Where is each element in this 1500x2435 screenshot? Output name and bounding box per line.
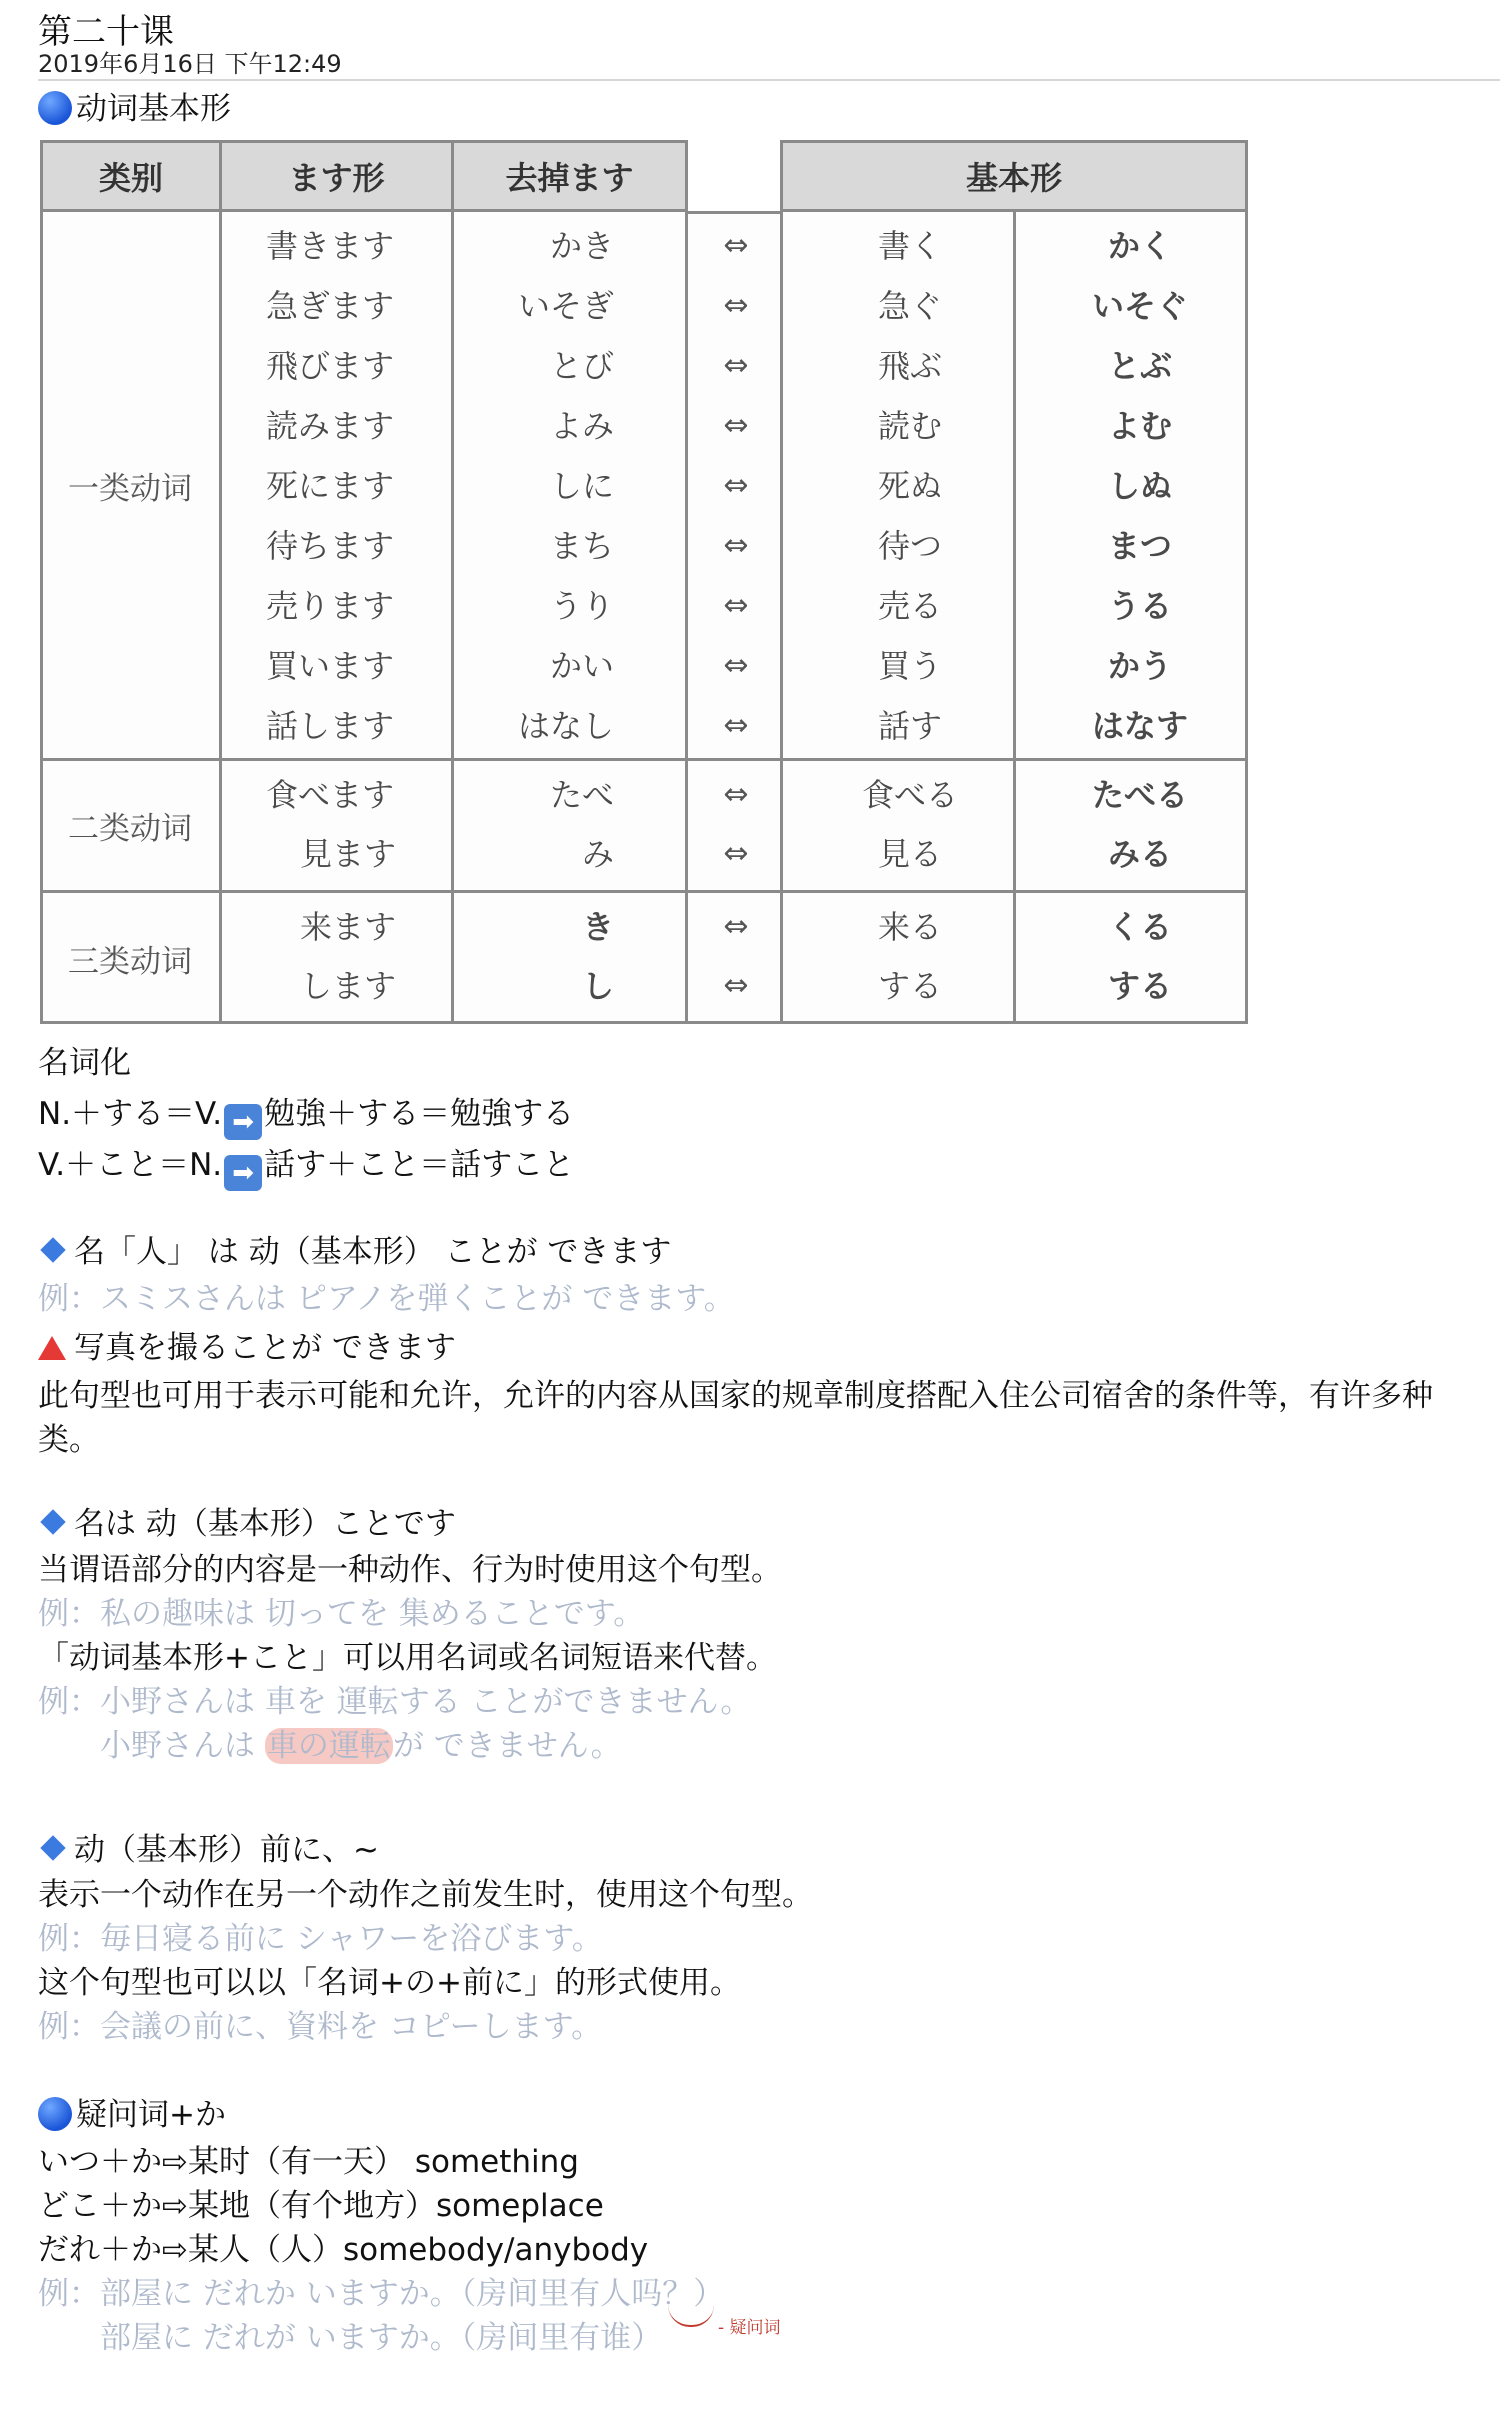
stem-cell: み: [581, 835, 614, 873]
masu-form-cell: 見ます: [300, 835, 397, 873]
basic-form-kanji-cell: 食べる: [861, 776, 958, 814]
blue-circle-icon: [38, 2097, 72, 2131]
note-date: 2019年6月16日 下午12:49: [38, 50, 342, 78]
basic-form-kana-cell: くる: [1107, 908, 1172, 946]
highlighted-phrase: 車の運転: [266, 1728, 391, 1764]
verb-conjugation-table: [40, 140, 1248, 1024]
masu-form-cell: 書きます: [266, 227, 395, 265]
masu-form-cell: 話します: [266, 707, 395, 745]
masu-form-cell: 来ます: [300, 908, 397, 946]
basic-form-kana-cell: する: [1107, 967, 1172, 1005]
basic-form-kanji-cell: 売る: [877, 587, 942, 625]
pattern3-heading: 动（基本形）前に、~: [38, 1828, 379, 1872]
pattern1-heading: 名「人」 は 动（基本形） ことが できます: [38, 1230, 671, 1274]
basic-form-kanji-cell: 来る: [877, 908, 942, 946]
basic-form-kanji-cell: 待つ: [877, 527, 942, 565]
basic-form-kanji-cell: 読む: [877, 407, 942, 445]
curved-arrow-icon: [668, 2305, 714, 2327]
pattern2-heading: 名は 动（基本形）ことです: [38, 1502, 456, 1546]
pattern3-example: 例：毎日寝る前に シャワーを浴びます。: [38, 1921, 603, 1957]
basic-form-kana-cell: たべる: [1091, 776, 1188, 814]
basic-form-kanji-cell: 飛ぶ: [877, 347, 942, 385]
stem-cell: とび: [549, 347, 614, 385]
category-group3: 三类动词: [68, 944, 192, 980]
blue-circle-icon: [38, 91, 72, 125]
pattern2-example: 例：私の趣味は 切ってを 集めることです。: [38, 1596, 645, 1632]
basic-form-kanji-cell: 書く: [877, 227, 942, 265]
pattern3-example-2: 例：会議の前に、資料を コピーします。: [38, 2009, 603, 2045]
header-divider: [38, 79, 1500, 81]
nominal-heading: 名词化: [38, 1045, 131, 1081]
stem-cell: き: [581, 908, 614, 946]
equivalence-arrow-icon: ⇔: [723, 836, 749, 871]
stem-cell: はなし: [517, 707, 614, 745]
stem-cell: よみ: [549, 407, 614, 445]
nominal-line-2: V.＋こと＝N. ➡ 話す＋こと＝話すこと: [38, 1143, 574, 1191]
basic-form-kana-cell: はなす: [1091, 707, 1188, 745]
basic-form-kana-cell: うる: [1107, 587, 1172, 625]
interrogative-example-2: 部屋に だれが いますか。（房间里有谁）: [100, 2320, 663, 2356]
basic-form-kana-cell: かう: [1107, 647, 1172, 685]
pattern2-example-3: 小野さんは 車の運転が できません。: [100, 1728, 622, 1764]
equivalence-arrow-icon: ⇔: [723, 777, 749, 812]
equivalence-arrow-icon: ⇔: [723, 648, 749, 683]
note-title: 第二十课: [38, 12, 174, 52]
masu-form-cell: 待ちます: [266, 527, 395, 565]
stem-cell: し: [581, 967, 614, 1005]
pattern2-description: 当谓语部分的内容是一种动作、行为时使用这个句型。: [38, 1552, 782, 1588]
stem-cell: いそぎ: [517, 287, 614, 325]
interrogative-line-1: いつ＋か⇨某时（有一天） something: [38, 2144, 579, 2180]
pattern3-description-2: 这个句型也可以以「名词+の+前に」的形式使用。: [38, 1965, 741, 2001]
right-arrow-icon: ➡: [224, 1155, 262, 1191]
header-remove-masu: 去掉ます: [451, 140, 688, 212]
masu-form-cell: します: [300, 967, 397, 1005]
nominal-line-1: N.＋する＝V. ➡ 勉強＋する＝勉強する: [38, 1092, 574, 1140]
basic-form-kana-cell: とぶ: [1107, 347, 1172, 385]
basic-form-kanji-cell: する: [877, 967, 942, 1005]
handwritten-annotation: - 疑问词: [668, 2305, 781, 2338]
masu-form-cell: 食べます: [266, 776, 395, 814]
blue-diamond-icon: [40, 1509, 65, 1534]
equivalence-arrow-icon: ⇔: [723, 909, 749, 944]
stem-cell: うり: [549, 587, 614, 625]
pattern1-warning: 写真を撮ることが できます: [38, 1326, 456, 1370]
interrogative-line-2: どこ＋か⇨某地（有个地方）someplace: [38, 2188, 604, 2224]
masu-form-cell: 売ります: [266, 587, 395, 625]
basic-form-kana-cell: いそぐ: [1091, 287, 1188, 325]
stem-cell: たべ: [549, 776, 614, 814]
stem-cell: かき: [549, 227, 614, 265]
header-basic-form: 基本形: [780, 140, 1248, 212]
section-heading-basic-form: 动词基本形: [38, 87, 231, 131]
masu-form-cell: 死にます: [266, 467, 395, 505]
header-category: 类别: [40, 140, 222, 212]
pattern3-description: 表示一个动作在另一个动作之前发生时，使用这个句型。: [38, 1877, 813, 1913]
basic-form-kana-cell: よむ: [1107, 407, 1172, 445]
equivalence-arrow-icon: ⇔: [723, 228, 749, 263]
category-group2: 二类动词: [68, 811, 192, 847]
equivalence-arrow-icon: ⇔: [723, 588, 749, 623]
interrogative-line-3: だれ＋か⇨某人（人）somebody/anybody: [38, 2232, 649, 2268]
red-triangle-icon: [38, 1336, 66, 1360]
pattern1-example: 例：スミスさんは ピアノを弾くことが できます。: [38, 1281, 735, 1317]
masu-form-cell: 買います: [266, 647, 395, 685]
equivalence-arrow-icon: ⇔: [723, 468, 749, 503]
pattern2-example-2: 例：小野さんは 車を 運転する ことができません。: [38, 1684, 752, 1720]
basic-form-kanji-cell: 急ぐ: [877, 287, 942, 325]
basic-form-kanji-cell: 死ぬ: [877, 467, 942, 505]
blue-diamond-icon: [40, 1237, 65, 1262]
header-masu-form: ます形: [219, 140, 454, 212]
blue-diamond-icon: [40, 1835, 65, 1860]
stem-cell: かい: [549, 647, 614, 685]
stem-cell: まち: [549, 527, 614, 565]
category-group1: 一类动词: [68, 470, 192, 507]
basic-form-kana-cell: かく: [1107, 227, 1172, 265]
equivalence-arrow-icon: ⇔: [723, 348, 749, 383]
basic-form-kana-cell: まつ: [1107, 527, 1172, 565]
interrogative-example-1: 例：部屋に だれか いますか。（房间里有人吗？）: [38, 2276, 725, 2312]
equivalence-arrow-icon: ⇔: [723, 528, 749, 563]
stem-cell: しに: [549, 467, 614, 505]
equivalence-arrow-icon: ⇔: [723, 968, 749, 1003]
masu-form-cell: 読みます: [266, 407, 395, 445]
section-heading-interrogative: 疑问词+か: [38, 2093, 226, 2137]
basic-form-kana-cell: みる: [1107, 835, 1172, 873]
right-arrow-icon: ➡: [224, 1104, 262, 1140]
masu-form-cell: 急ぎます: [266, 287, 395, 325]
pattern1-description: 此句型也可用于表示可能和允许，允许的内容从国家的规章制度搭配入住公司宿舍的条件等，有许多种类。: [38, 1378, 1433, 1458]
equivalence-arrow-icon: ⇔: [723, 708, 749, 743]
basic-form-kanji-cell: 話す: [877, 707, 942, 745]
basic-form-kanji-cell: 見る: [877, 835, 942, 873]
pattern2-description-2: 「动词基本形+こと」可以用名词或名词短语来代替。: [38, 1640, 777, 1676]
equivalence-arrow-icon: ⇔: [723, 288, 749, 323]
equivalence-arrow-icon: ⇔: [723, 408, 749, 443]
basic-form-kanji-cell: 買う: [877, 647, 942, 685]
masu-form-cell: 飛びます: [266, 347, 395, 385]
basic-form-kana-cell: しぬ: [1107, 467, 1172, 505]
